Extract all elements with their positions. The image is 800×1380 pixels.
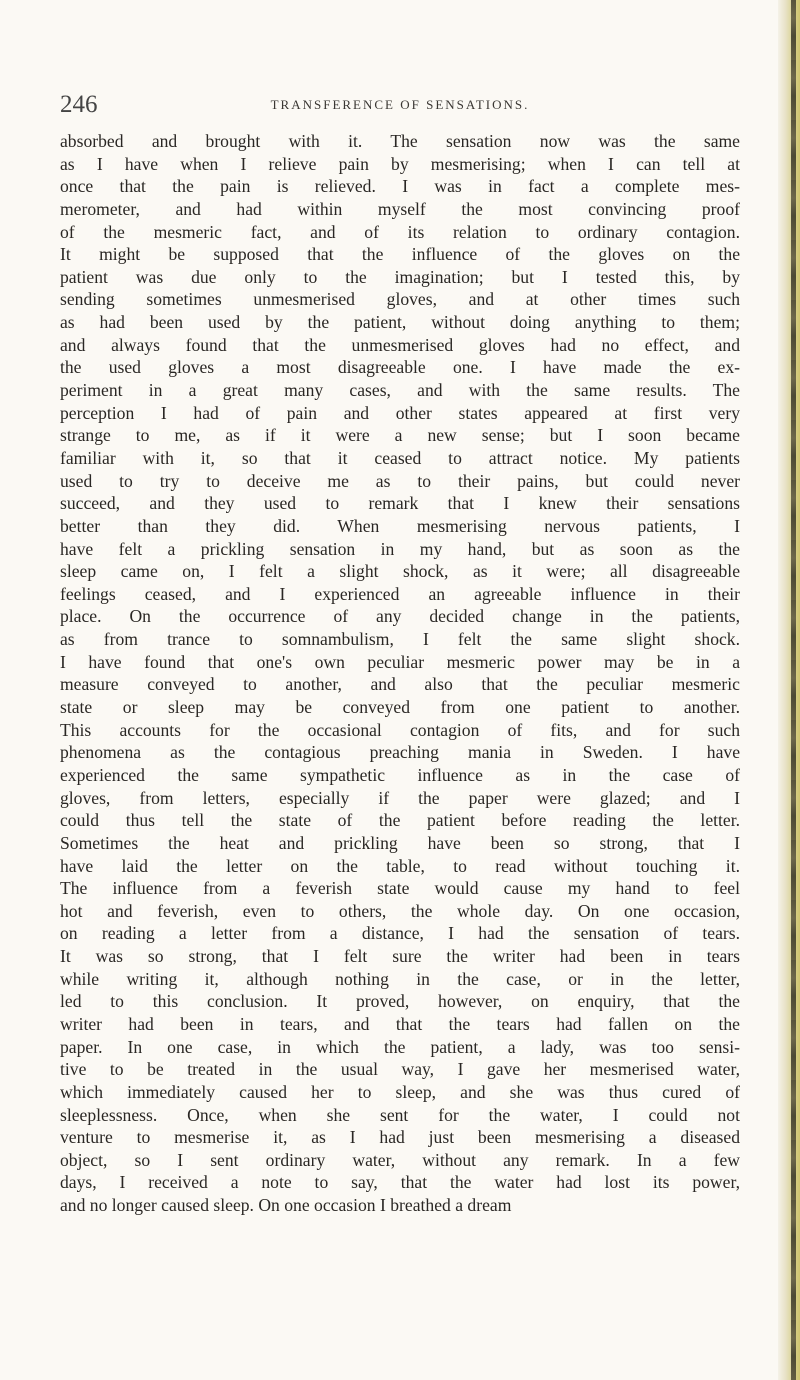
text-line: sleep came on, I felt a slight shock, as it were; all disagreeable bbox=[60, 561, 740, 582]
text-line: strange to me, as if it were a new sense; but I soon became bbox=[60, 425, 740, 446]
text-line: venture to mesmerise it, as I had just been mesmerising a diseased bbox=[60, 1127, 740, 1148]
text-line: merometer, and had within myself the most convincing proof bbox=[60, 198, 740, 219]
text-line: days, I received a note to say, that the water had lost its power, bbox=[60, 1172, 740, 1193]
text-line: hot and feverish, even to others, the whole day. On one occasion, bbox=[60, 900, 740, 921]
text-line: as had been used by the patient, without doing anything to them; bbox=[60, 312, 740, 333]
body-text bbox=[60, 130, 740, 1217]
text-line: phenomena as the contagious preaching mania in Sweden. I have bbox=[60, 742, 740, 763]
text-line: feelings ceased, and I experienced an agreeable influence in their bbox=[60, 583, 740, 604]
text-line: led to this conclusion. It proved, however, on enquiry, that the bbox=[60, 991, 740, 1012]
text-line: of the mesmeric fact, and of its relation to ordinary contagion. bbox=[60, 221, 740, 242]
text-line: could thus tell the state of the patient before reading the letter. bbox=[60, 810, 740, 831]
text-line: sleeplessness. Once, when she sent for the water, I could not bbox=[60, 1104, 740, 1125]
page-header bbox=[60, 91, 740, 119]
text-line: periment in a great many cases, and with the same results. The bbox=[60, 380, 740, 401]
text-line: which immediately caused her to sleep, and she was thus cured of bbox=[60, 1081, 740, 1102]
text-line: sending sometimes unmesmerised gloves, and at other times such bbox=[60, 289, 740, 310]
text-line: Sometimes the heat and prickling have been so strong, that I bbox=[60, 832, 740, 853]
text-line: gloves, from letters, especially if the paper were glazed; and I bbox=[60, 787, 740, 808]
text-line: absorbed and brought with it. The sensation now was the same bbox=[60, 131, 740, 151]
text-line: and always found that the unmesmerised gloves had no effect, and bbox=[60, 334, 740, 355]
text-line: have laid the letter on the table, to read without touching it. bbox=[60, 855, 740, 876]
text-line: paper. In one case, in which the patient, a lady, was too sensi- bbox=[60, 1036, 740, 1057]
text-line: and no longer caused sleep. On one occasion I breathed a dream bbox=[60, 1195, 512, 1216]
text-line: This accounts for the occasional contagion of fits, and for such bbox=[60, 719, 740, 740]
text-line: place. On the occurrence of any decided change in the patients, bbox=[60, 606, 740, 627]
text-line: better than they did. When mesmerising nervous patients, I bbox=[60, 515, 740, 536]
text-line: perception I had of pain and other states appeared at first very bbox=[60, 402, 740, 423]
text-line: patient was due only to the imagination; but I tested this, by bbox=[60, 266, 740, 287]
text-line: It might be supposed that the influence of the gloves on the bbox=[60, 244, 740, 265]
text-line: once that the pain is relieved. I was in fact a complete mes- bbox=[60, 176, 740, 197]
text-line: as I have when I relieve pain by mesmerising; when I can tell at bbox=[60, 153, 740, 174]
page-number: 246 bbox=[60, 91, 98, 118]
text-line: It was so strong, that I felt sure the writer had been in tears bbox=[60, 946, 740, 967]
text-line: object, so I sent ordinary water, without any remark. In a few bbox=[60, 1149, 740, 1170]
page-binding-shadow bbox=[791, 0, 796, 1380]
text-line: tive to be treated in the usual way, I gave her mesmerised water, bbox=[60, 1059, 740, 1080]
text-line: on reading a letter from a distance, I had the sensation of tears. bbox=[60, 923, 740, 944]
text-line: measure conveyed to another, and also that the peculiar mesmeric bbox=[60, 674, 740, 695]
text-line: experienced the same sympathetic influence as in the case of bbox=[60, 764, 740, 785]
text-line: have felt a prickling sensation in my hand, but as soon as the bbox=[60, 538, 740, 559]
text-line: familiar with it, so that it ceased to attract notice. My patients bbox=[60, 447, 740, 468]
text-line: state or sleep may be conveyed from one patient to another. bbox=[60, 697, 740, 718]
text-line: as from trance to somnambulism, I felt the same slight shock. bbox=[60, 629, 740, 650]
text-line: I have found that one's own peculiar mesmeric power may be in a bbox=[60, 651, 740, 672]
text-line: used to try to deceive me as to their pains, but could never bbox=[60, 470, 740, 491]
text-line: while writing it, although nothing in the case, or in the letter, bbox=[60, 968, 740, 989]
text-line: the used gloves a most disagreeable one. I have made the ex- bbox=[60, 357, 740, 378]
page-binding-edge bbox=[778, 0, 800, 1380]
running-head: TRANSFERENCE OF SENSATIONS. bbox=[270, 97, 530, 112]
text-line: succeed, and they used to remark that I knew their sensations bbox=[60, 493, 740, 514]
text-line: The influence from a feverish state would cause my hand to feel bbox=[60, 878, 740, 899]
text-line: writer had been in tears, and that the tears had fallen on the bbox=[60, 1013, 740, 1034]
